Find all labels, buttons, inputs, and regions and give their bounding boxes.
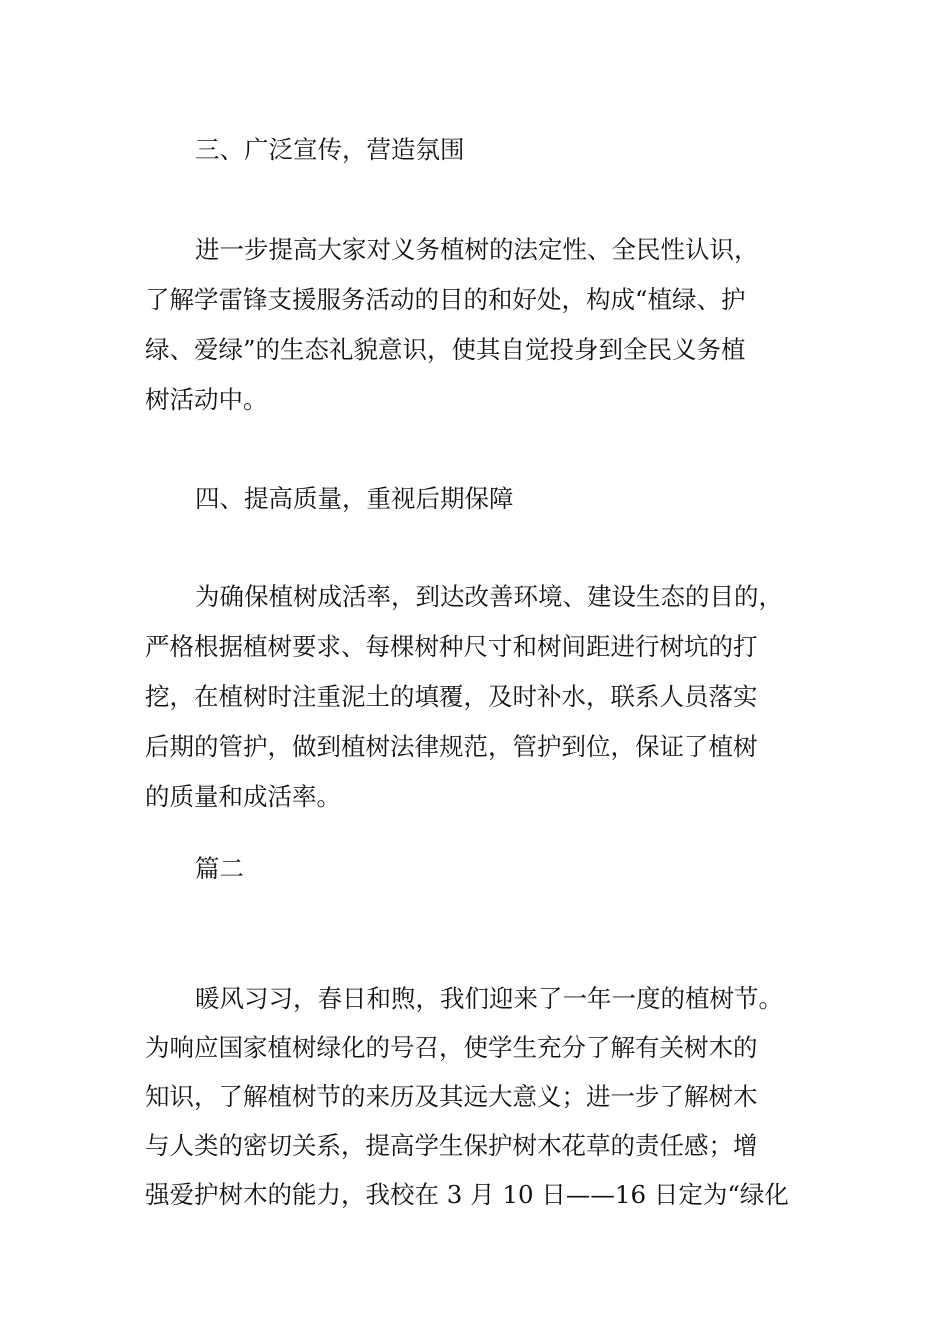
paragraph-line: 与人类的密切关系，提高学生保护树木花草的责任感；增: [145, 1131, 758, 1160]
paragraph-line: 强爱护树木的能力，我校在 3 月 10 日——16 日定为“绿化: [145, 1180, 789, 1209]
paragraph-line: 暖风习习，春日和煦，我们迎来了一年一度的植树节。: [195, 984, 783, 1013]
paragraph-line: 进一步提高大家对义务植树的法定性、全民性认识，: [195, 235, 759, 264]
paragraph-line: 后期的管护，做到植树法律规范，管护到位，保证了植树: [145, 732, 758, 761]
paragraph-line: 了解学雷锋支援服务活动的目的和好处，构成“植绿、护: [145, 285, 746, 314]
paragraph-line: 的质量和成活率。: [145, 782, 341, 811]
paragraph-line: 挖，在植树时注重泥土的填覆，及时补水，联系人员落实: [145, 682, 758, 711]
section-two-title: 篇二: [195, 854, 244, 883]
paragraph-line: 知识，了解植树节的来历及其远大意义；进一步了解树木: [145, 1082, 758, 1111]
heading-four: 四、提高质量，重视后期保障: [195, 484, 514, 513]
heading-three: 三、广泛宣传，营造氛围: [195, 135, 465, 164]
paragraph-line: 为响应国家植树绿化的号召，使学生充分了解有关树木的: [145, 1033, 758, 1062]
paragraph-line: 为确保植树成活率，到达改善环境、建设生态的目的，: [195, 582, 783, 611]
paragraph-line: 严格根据植树要求、每棵树种尺寸和树间距进行树坑的打: [145, 632, 758, 661]
paragraph-line: 绿、爱绿”的生态礼貌意识，使其自觉投身到全民义务植: [145, 335, 746, 364]
paragraph-line: 树活动中。: [145, 385, 268, 414]
